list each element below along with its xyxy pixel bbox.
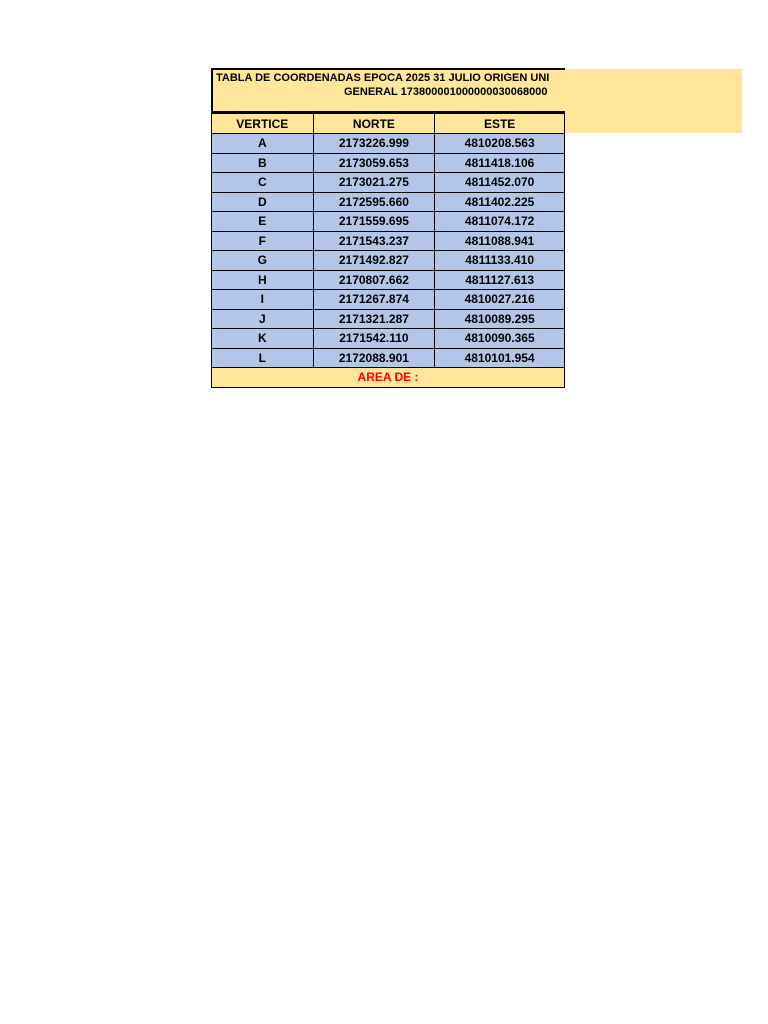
cell-este: 4810089.295 (435, 309, 565, 329)
cell-vertice: I (212, 290, 314, 310)
cell-este: 4811127.613 (435, 270, 565, 290)
table-row (212, 231, 565, 251)
cell-vertice: D (212, 192, 314, 212)
table-row (212, 329, 565, 349)
table-title-line-2: GENERAL 173800001000000030068000 (344, 86, 548, 98)
cell-este: 4810208.563 (435, 134, 565, 154)
cell-este: 4811452.070 (435, 173, 565, 193)
cell-este: 4811074.172 (435, 212, 565, 232)
cell-norte: 2171543.237 (313, 231, 435, 251)
cell-norte: 2171542.110 (313, 329, 435, 349)
cell-vertice: E (212, 212, 314, 232)
cell-norte: 2173059.653 (313, 153, 435, 173)
table-row (212, 251, 565, 271)
area-label: AREA DE : (212, 368, 565, 388)
coordinates-sheet (211, 68, 565, 388)
cell-norte: 2171492.827 (313, 251, 435, 271)
table-title (211, 68, 565, 113)
cell-norte: 2173226.999 (313, 134, 435, 154)
cell-vertice: K (212, 329, 314, 349)
cell-vertice: F (212, 231, 314, 251)
table-row (212, 348, 565, 368)
header-row (212, 114, 565, 134)
table-row (212, 290, 565, 310)
cell-vertice: G (212, 251, 314, 271)
table-row (212, 212, 565, 232)
cell-vertice: C (212, 173, 314, 193)
cell-norte: 2172595.660 (313, 192, 435, 212)
cell-vertice: B (212, 153, 314, 173)
cell-norte: 2172088.901 (313, 348, 435, 368)
cell-este: 4811418.106 (435, 153, 565, 173)
cell-este: 4811088.941 (435, 231, 565, 251)
coordinates-table (211, 113, 565, 388)
cell-norte: 2173021.275 (313, 173, 435, 193)
cell-norte: 2171321.287 (313, 309, 435, 329)
cell-este: 4811402.225 (435, 192, 565, 212)
header-este: ESTE (435, 114, 565, 134)
cell-este: 4811133.410 (435, 251, 565, 271)
title-band-fill (564, 69, 742, 133)
cell-vertice: A (212, 134, 314, 154)
cell-norte: 2171267.874 (313, 290, 435, 310)
table-row (212, 309, 565, 329)
cell-vertice: H (212, 270, 314, 290)
table-row (212, 192, 565, 212)
cell-este: 4810101.954 (435, 348, 565, 368)
table-row (212, 134, 565, 154)
table-row (212, 173, 565, 193)
header-norte: NORTE (313, 114, 435, 134)
cell-norte: 2171559.695 (313, 212, 435, 232)
cell-este: 4810090.365 (435, 329, 565, 349)
table-row (212, 270, 565, 290)
header-vertice: VERTICE (212, 114, 314, 134)
cell-este: 4810027.216 (435, 290, 565, 310)
table-title-line-1: TABLA DE COORDENADAS EPOCA 2025 31 JULIO ORIGEN UNI (216, 72, 550, 84)
area-row (212, 368, 565, 388)
cell-vertice: J (212, 309, 314, 329)
cell-vertice: L (212, 348, 314, 368)
table-row (212, 153, 565, 173)
cell-norte: 2170807.662 (313, 270, 435, 290)
